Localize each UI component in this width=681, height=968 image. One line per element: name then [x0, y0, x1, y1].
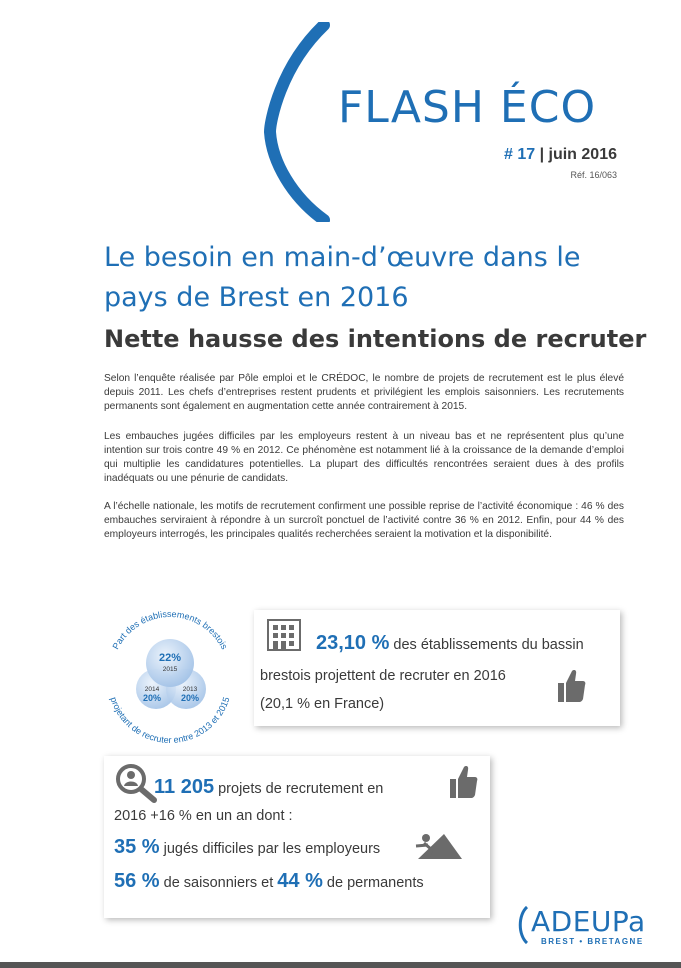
bubble-value-2013: 20%: [180, 693, 200, 703]
box2-value-difficult: 35 %: [114, 836, 160, 858]
bubble-value-2014: 20%: [142, 693, 162, 703]
arc-label-top: Part des établissements brestois: [110, 608, 230, 651]
article-title: [104, 238, 644, 318]
paragraph: Les embauches jugées difficiles par les employeurs restent à un niveau bas et ne représentent plus qu’une intention sur trois contre 49 % en 2012. Ce phénomène est notamment lié à la croissance de la demande d’emploi qui multiplie les candidatures potentielles. La plupart des difficultés rencontrées seraient dues à des profils inadéquats ou une pénurie de candidats.: [104, 431, 624, 484]
footer-rule: [0, 962, 681, 968]
box1-value: 23,10 %: [316, 632, 390, 654]
issue-date: | juin 2016: [539, 146, 617, 163]
reference: Réf. 16/063: [570, 170, 617, 180]
bubble-value-2015: 22%: [158, 652, 182, 664]
bubble-year-2015: 2015: [162, 666, 178, 673]
paragraph: Selon l’enquête réalisée par Pôle emploi et le CRÉDOC, le nombre de projets de recrutement est le plus élevé depuis 2011. Les chefs d’entreprises restent prudents et privilégient les emplois saisonniers. Les recrutements permanents sont également en augmentation cette année contrairement à 2015.: [104, 373, 624, 412]
climber-icon: [414, 828, 464, 860]
box2-value-seasonal: 56 %: [114, 870, 160, 892]
box1-line3: (20,1 % en France): [260, 696, 385, 712]
box2-line2: 2016 +16 % en un an dont :: [114, 808, 293, 824]
logo-parenthesis: [515, 905, 531, 945]
recruitment-share-infographic: [100, 605, 240, 745]
box2-line1: 11 205 projets de recrutement en: [154, 776, 384, 798]
issue-number: # 17: [504, 146, 536, 163]
article-title-line2: pays de Brest en 2016: [104, 282, 409, 313]
box2-value-projects: 11 205: [154, 776, 215, 798]
box1-line1: 23,10 % des établissements du bassin: [316, 632, 584, 654]
box2-line3: 35 % jugés difficiles par les employeurs: [114, 836, 381, 858]
adeupa-logo: [515, 905, 645, 951]
box2-value-permanent: 44 %: [277, 870, 323, 892]
thumbs-up-icon: [556, 668, 586, 704]
publication-title: FLASH ÉCO: [338, 82, 597, 133]
paragraph: A l’échelle nationale, les motifs de recrutement confirment une possible reprise de l’activité économique : 46 % des embauches serviraient à répondre à un surcroît ponctuel de l’activité contre 36 % en 2012. Enfin, pour 44 % des employeurs interrogés, les principales qualités recherchées seraient la motivation et la disponibilité.: [104, 501, 624, 540]
bubble-year-2013: 2013: [182, 686, 198, 693]
recruitment-projects-box: [104, 756, 490, 918]
article-subtitle: Nette hausse des intentions de recruter: [104, 325, 647, 353]
box1-line2: brestois projettent de recruter en 2016: [260, 668, 506, 684]
box2-line4: 56 % de saisonniers et 44 % de permanents: [114, 870, 424, 892]
article-title-line1: Le besoin en main-d’œuvre dans le: [104, 242, 581, 273]
logo-wordmark: ADEUPa: [531, 905, 646, 938]
issue-info: [504, 146, 617, 164]
thumbs-up-icon: [448, 764, 478, 800]
building-icon: [266, 618, 302, 652]
establishments-stat-box: [254, 610, 620, 726]
logo-subtitle: BREST • BRETAGNE: [541, 937, 644, 946]
arc-label-bottom: projetant de recruter entre 2013 et 2015: [108, 695, 232, 745]
bubble-year-2014: 2014: [144, 686, 160, 693]
